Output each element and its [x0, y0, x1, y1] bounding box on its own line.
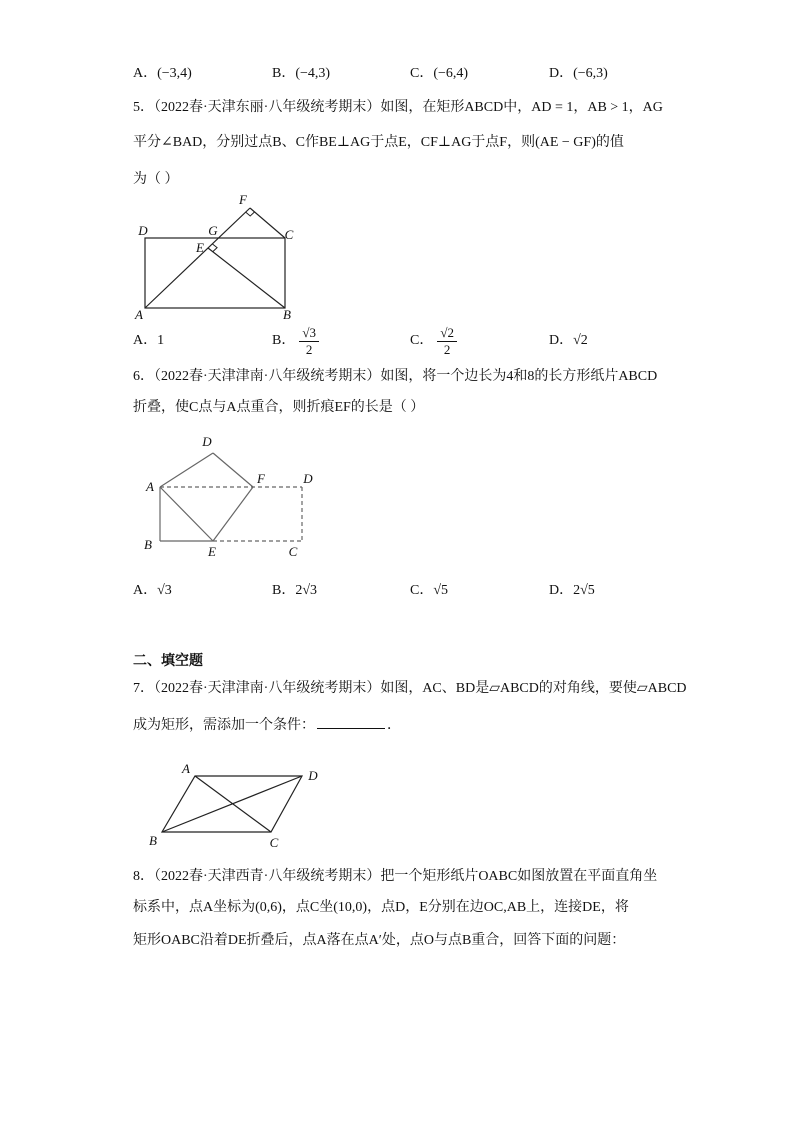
option-label: C． — [410, 583, 434, 598]
label-a: A — [182, 761, 190, 776]
option-label: B． — [272, 66, 296, 81]
q4-option-c — [410, 65, 468, 83]
label-g: G — [208, 223, 218, 238]
right-angle-mark-f — [246, 212, 255, 216]
option-label: A． — [133, 333, 158, 348]
label-c: C — [284, 227, 294, 242]
q4-option-d — [549, 65, 608, 83]
line-ad-folded — [160, 453, 213, 487]
q8-line-1: 8．（2022春·天津西青·八年级统考期末）把一个矩形纸片OABC如图放置在平面直角坐 — [133, 869, 658, 884]
q5-line-1: 5．（2022春·天津东丽·八年级统考期末）如图，在矩形ABCD中，AD = 1，AB > 1，AG — [133, 100, 663, 115]
q6-figure — [140, 430, 320, 560]
q8-line-2: 标系中，点A坐标为(0,6)，点C坐(10,0)，点D，E分别在边OC,AB上，连接DE，将 — [133, 900, 629, 915]
label-f: F — [239, 192, 247, 207]
q5-figure — [130, 190, 305, 325]
q7-line-2-text: 成为矩形，需添加一个条件： — [133, 718, 315, 733]
label-b: B — [144, 537, 152, 552]
label-e: E — [208, 544, 216, 559]
q4-option-b — [272, 65, 330, 83]
label-f: F — [257, 471, 265, 486]
option-label: D． — [549, 583, 574, 598]
line-fe — [213, 487, 253, 541]
q7-line-2 — [133, 714, 401, 732]
option-value: 2√3 — [295, 583, 318, 598]
option-value: √2 — [573, 333, 588, 348]
label-e: E — [196, 240, 204, 255]
fraction-denominator: 2 — [305, 341, 313, 357]
option-label: A． — [133, 66, 158, 81]
option-label: C． — [410, 333, 434, 348]
option-value: √3 — [157, 583, 172, 598]
option-label: D． — [549, 66, 574, 81]
option-value: (−4,3) — [295, 66, 331, 81]
option-value: √5 — [433, 583, 449, 598]
q6-line-2: 折叠，使C点与A点重合，则折痕EF的长是（ ） — [133, 400, 425, 415]
q6-option-a — [133, 582, 172, 600]
q6-option-c — [410, 582, 448, 600]
label-c: C — [269, 835, 279, 850]
answer-blank — [317, 714, 385, 729]
q8-line-3: 矩形OABC沿着DE折叠后，点A落在点A′处，点O与点B重合，回答下面的问题： — [133, 933, 626, 948]
q5-option-a — [133, 322, 164, 360]
fraction-denominator: 2 — [443, 341, 451, 357]
line-af — [145, 208, 250, 308]
fraction-numerator: √3 — [299, 325, 319, 342]
option-value: (−3,4) — [157, 66, 192, 81]
fraction-numerator: √2 — [437, 325, 457, 342]
right-angle-mark-e — [212, 244, 217, 252]
label-d: D — [308, 768, 318, 783]
option-label: A． — [133, 583, 158, 598]
q4-option-a — [133, 65, 192, 83]
q6-option-d — [549, 582, 595, 600]
label-c: C — [288, 544, 298, 559]
q6-option-b — [272, 582, 317, 600]
fraction — [299, 325, 319, 358]
q7-figure — [140, 760, 330, 850]
label-d: D — [138, 223, 148, 238]
section-title: 二、填空题 — [133, 654, 203, 669]
option-label: B． — [272, 583, 296, 598]
option-value: (−6,4) — [433, 66, 469, 81]
q7-line-1: 7．（2022春·天津津南·八年级统考期末）如图，AC、BD是▱ABCD的对角线，要使▱ABCD — [133, 681, 687, 696]
line-fc — [250, 208, 285, 238]
q7-line-2-end: ． — [387, 718, 401, 733]
option-value: 1 — [157, 333, 165, 348]
option-value: 2√5 — [573, 583, 595, 598]
label-b: B — [149, 833, 157, 848]
label-a: A — [135, 307, 143, 322]
rectangle-abcd — [145, 238, 285, 308]
option-value: (−6,3) — [573, 66, 608, 81]
q5-option-c — [410, 322, 457, 360]
option-label: C． — [410, 66, 434, 81]
q5-option-d — [549, 322, 588, 360]
q5-line-2: 平分∠BAD，分别过点B、C作BE⊥AG于点E，CF⊥AG于点F，则(AE − GF)的值 — [133, 135, 624, 150]
label-d-folded: D — [202, 434, 212, 449]
q5-line-3: 为（ ） — [133, 172, 179, 187]
fraction — [437, 325, 457, 358]
line-ae — [160, 487, 213, 541]
q6-line-1: 6．（2022春·天津津南·八年级统考期末）如图，将一个边长为4和8的长方形纸片ABCD — [133, 369, 658, 384]
label-a: A — [146, 479, 154, 494]
q5-option-b — [272, 322, 319, 360]
option-label: D． — [549, 333, 574, 348]
line-be — [208, 248, 285, 308]
label-b: B — [283, 307, 291, 322]
diagonal-bd — [162, 776, 302, 832]
label-d: D — [303, 471, 313, 486]
option-label: B． — [272, 333, 296, 348]
line-df-folded — [213, 453, 253, 487]
